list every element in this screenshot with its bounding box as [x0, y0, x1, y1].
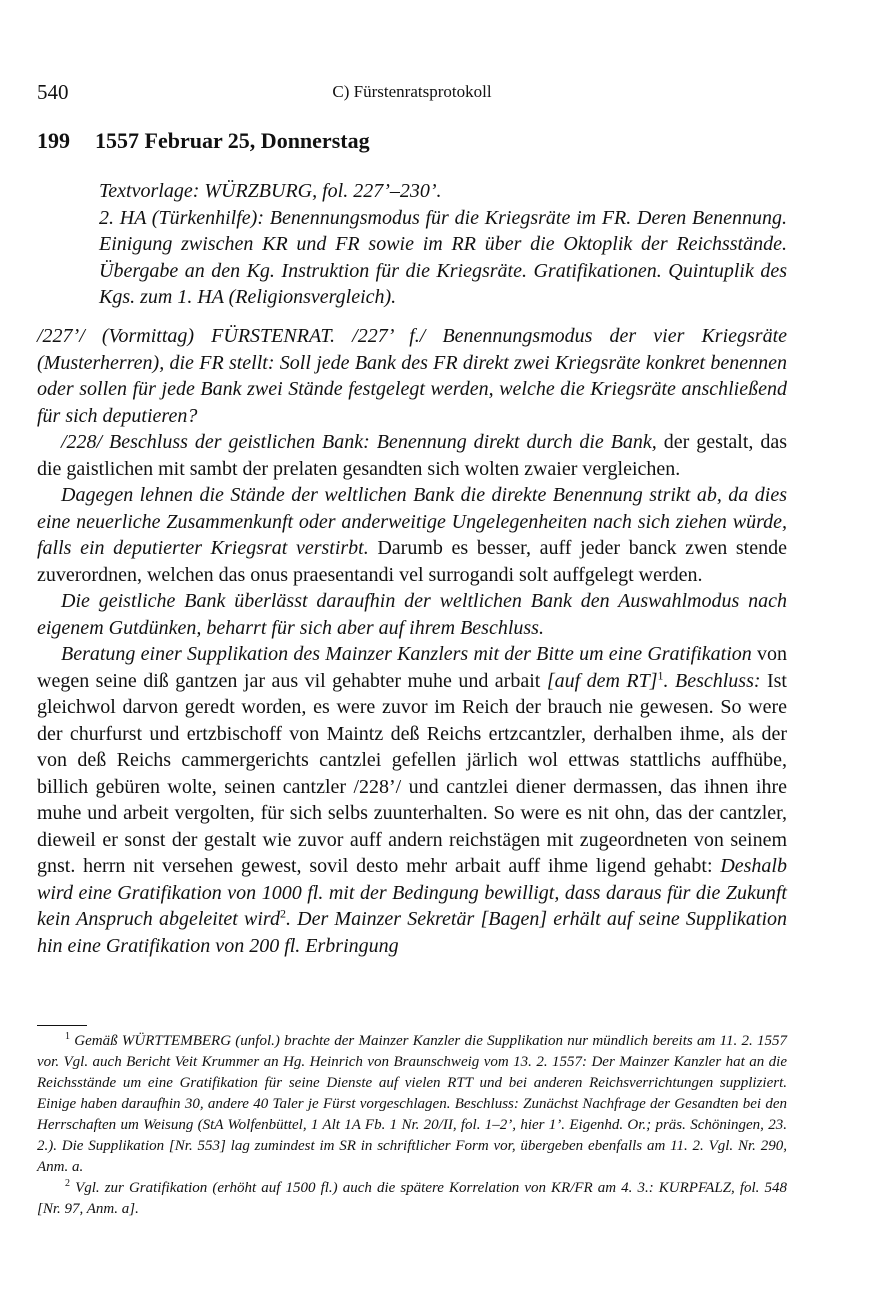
page-header [37, 80, 787, 106]
paragraph-3-summary: Dagegen lehnen die Stände der weltlichen Bank die direkte Benennung strikt ab, da dies eine neuerliche Zusammenkunft oder anderweitige Ungelegenheiten nach sich ziehen würde, falls ein deputierter Kriegsrat verstirbt. [37, 484, 787, 559]
footnote-1 [37, 1031, 787, 1178]
footnotes [37, 1031, 787, 1220]
footnote-2-mark: 2 [65, 1178, 70, 1189]
paragraph-2 [37, 429, 787, 482]
paragraph-5-editorial: [auf dem RT] [546, 669, 658, 692]
footnote-2-text: Vgl. zur Gratifikation (erhöht auf 1500 fl.) auch die spätere Korrelation von KR/FR am 4. 3.: KURPFALZ, fol. 548 [Nr. 97, Anm. a]. [37, 1180, 787, 1217]
entry-title [37, 128, 370, 154]
paragraph-5-decision: Deshalb wird eine Gratifikation von 1000 fl. mit der Bedingung bewilligt, dass daraus für die Zukunft kein Anspruch abgeleitet wird [37, 855, 787, 930]
source-note: Textvorlage: WÜRZBURG, fol. 227’–230’. [99, 180, 442, 202]
paragraph-3-quote: Darumb es besser, auff jeder banck zwen stende zuverordnen, welchen das onus praesentandi vel surrogandi solt auffgelegt werden. [37, 537, 787, 586]
footnote-1-mark: 1 [65, 1031, 70, 1042]
paragraph-2-quote: der gestalt, das die gaistlichen mit sambt der prelaten gesandten sich wolten zwaier vergleichen. [37, 431, 788, 480]
footnote-ref-2[interactable]: 2 [279, 906, 286, 921]
paragraph-5-quote-2: Ist gleichwol darvon geredt worden, es were zuvor im Reich der brauch nie gewesen. So were der churfurst und ertzbischoff von Maintz deß Reichs ertzcantzler, derhalben ihme, als der von deß Reichs cammergerichts cantzlei gefellen järlich wol ettwas stattlichs auffhübe, billich gebüren wolte, seinen cantzler /228’/ und cantzlei diener dermassen, das ihnen ihre muhe und arbeit vergolten, für sich selbs zuunterhalten. So were es nit ohn, das der cantzler, dieweil er sonst der gestalt wie zuvor auff andern reichstägen mit zugeordneten von seinem gnst. herrn nit versehen gewest, sovil desto mehr arbait auff ihme ligend gehabt: [37, 669, 787, 877]
paragraph-5 [37, 641, 787, 959]
page-number: 540 [37, 80, 69, 104]
paragraph-5-summary: Beratung einer Supplikation des Mainzer Kanzlers mit der Bitte um eine Gratifikation [61, 643, 752, 665]
paragraph-1: /227’/ (Vormittag) FÜRSTENRAT. /227’ f./ Benennungsmodus der vier Kriegsräte (Musterherren), die FR stellt: Soll jede Bank des FR direkt zwei Kriegsräte konkret benennen oder sollen für jede Bank zwei Stände festgelegt werden, welche die Kriegsräte anschließend für sich deputieren? [37, 325, 787, 427]
footnote-ref-1[interactable]: 1 [657, 667, 664, 682]
paragraph-2-summary: /228/ Beschluss der geistlichen Bank: Benennung direkt durch die Bank, [61, 431, 657, 453]
paragraph-5-continuation: . Der Mainzer Sekretär [Bagen] erhält auf seine Supplikation hin eine Gratifikation von 200 fl. Erbringung [37, 908, 787, 957]
document-page [37, 0, 787, 1300]
entry-summary [99, 178, 787, 311]
footnote-rule [37, 1025, 87, 1026]
paragraph-3 [37, 482, 787, 588]
footnote-1-text: Gemäß WÜRTTEMBERG (unfol.) brachte der Mainzer Kanzler die Supplikation nur mündlich bereits am 11. 2. 1557 vor. Vgl. auch Bericht Veit Krummer an Hg. Heinrich von Braunschweig vom 13. 2. 1557: Der Mainzer Kanzler hat an die Reichsstände um eine Gratifikation für seine Dienste auf vielen RTT und bei anderen Reichsverrichtungen suppliziert. Einige haben daraufhin 30, andere 40 Taler je Fürst vorgeschlagen. Beschluss: Zunächst Nachfrage der Gesandten bei den Herrschaften um Weisung (StA Wolfenbüttel, 1 Alt 1A Fb. 1 Nr. 20/II, fol. 1–2’, hier 1’. Eigenhd. Or.; präs. Schöningen, 23. 2.). Die Supplikation [Nr. 553] lag zumindest im SR in schriftlicher Form vor, übergeben ebenfalls am 11. 2. Vgl. Nr. 290, Anm. a. [37, 1033, 788, 1175]
paragraph-5-decision-label: . Beschluss: [663, 669, 761, 692]
footnote-2 [37, 1178, 787, 1220]
summary-text: 2. HA (Türkenhilfe): Benennungsmodus für die Kriegsräte im FR. Deren Benennung. Einigung zwischen KR und FR sowie im RR über die Oktoplik der Reichsstände. Übergabe an den Kg. Instruktion für die Kriegsräte. Gratifikationen. Quintuplik des Kgs. zum 1. HA (Religionsvergleich). [99, 206, 787, 308]
entry-number: 199 [37, 128, 70, 153]
protocol-text [37, 323, 787, 959]
running-head: C) Fürstenratsprotokoll [332, 82, 492, 101]
paragraph-5-quote: von wegen seine diß gantzen jar aus vil gehabter muhe und arbait [37, 643, 787, 692]
entry-date: 1557 Februar 25, Donnerstag [95, 128, 370, 153]
paragraph-4: Die geistliche Bank überlässt daraufhin der weltlichen Bank den Auswahlmodus nach eigenem Gutdünken, beharrt für sich aber auf ihrem Beschluss. [37, 590, 787, 639]
